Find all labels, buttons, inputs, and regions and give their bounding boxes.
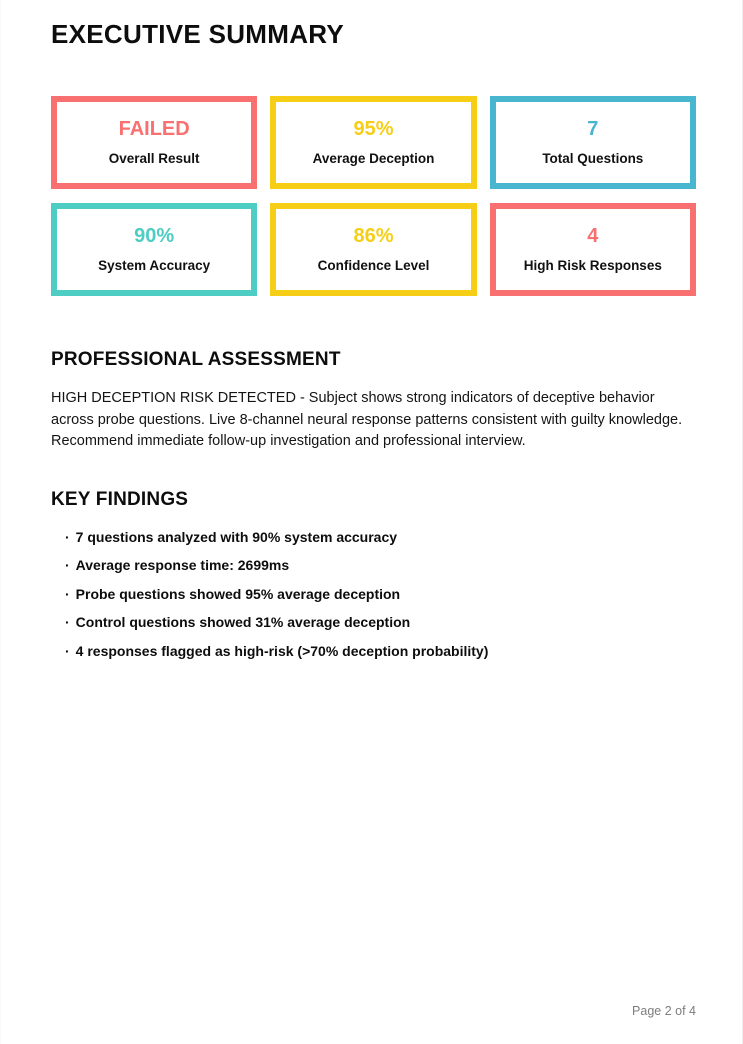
stat-label: Overall Result [108,151,200,167]
professional-assessment-heading: PROFESSIONAL ASSESSMENT [51,349,341,370]
stat-card-overall-result [51,96,257,189]
stat-card-system-accuracy [51,203,257,296]
stat-value: 90% [134,225,175,248]
bullet-dot: · [65,585,70,602]
professional-assessment-body: HIGH DECEPTION RISK DETECTED - Subject shows strong indicators of deceptive behavior across probe questions. Live 8-channel neural response patterns consistent with guilty knowledge. Recommend immediate follow-up investigation and professional interview. [51,390,683,449]
stat-value: 7 [587,118,599,141]
stat-label: Average Deception [312,151,435,167]
list-item [65,644,696,658]
list-item [65,558,696,572]
list-item [65,530,696,544]
bullet-dot: · [65,557,70,573]
stat-label: Total Questions [542,151,644,167]
list-item [65,587,696,601]
page-number: Page 2 of 4 [632,1004,696,1018]
finding-text: Control questions showed 31% average deception [75,614,411,630]
finding-text: Average response time: 2699ms [75,557,290,573]
bullet-dot: · [65,642,70,659]
stat-value: FAILED [118,118,190,141]
finding-text: Probe questions showed 95% average deception [75,585,401,602]
stat-label: Confidence Level [317,258,430,274]
page-title: EXECUTIVE SUMMARY [51,19,345,49]
stat-card-high-risk-responses [490,203,696,296]
stat-label: High Risk Responses [523,258,662,274]
stat-value: 86% [353,225,394,248]
stat-cards-grid [51,96,696,296]
key-findings-heading: KEY FINDINGS [51,488,189,510]
key-findings-list [51,530,696,658]
stat-label: System Accuracy [98,258,211,274]
stat-value: 95% [353,118,394,141]
bullet-dot: · [65,528,70,545]
bullet-dot: · [65,614,70,630]
list-item [65,615,696,629]
finding-text: 4 responses flagged as high-risk (>70% deception probability) [75,642,489,659]
stat-card-average-deception [270,96,476,189]
stat-value: 4 [587,225,599,248]
stat-card-confidence-level [270,203,476,296]
finding-text: 7 questions analyzed with 90% system accuracy [75,528,398,545]
stat-card-total-questions [490,96,696,189]
